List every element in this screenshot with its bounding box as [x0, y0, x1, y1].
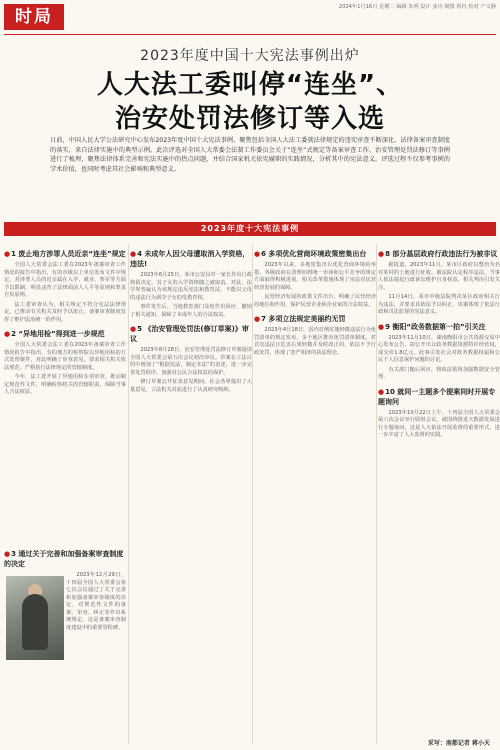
- article-number: 3: [11, 550, 16, 558]
- article-title: [4, 249, 126, 259]
- headline-line-2: 治安处罚法修订等入选: [114, 104, 385, 134]
- article-number: 1: [11, 250, 16, 258]
- article-title-text: 未成年人因父母遭取消入学资格，违法!: [130, 250, 250, 268]
- kicker: 2023年度中国十大宪法事例出炉: [140, 48, 360, 64]
- section-label: 时局: [4, 4, 64, 30]
- article-title: [378, 249, 500, 259]
- article-title-text: 就同一主题多个提案同时开展专题询问: [378, 387, 496, 406]
- article-title: [130, 324, 252, 344]
- article-number: 2: [11, 330, 16, 338]
- column-4: [378, 244, 500, 442]
- article-paragraph: 2023年6月25日，某市公安局对一家长作出行政拘留决定，其子女的入学资格随之被取消。对此，法学界普遍认为该规定违反宪法和教育法，不能以父母的违法行为剥夺子女的受教育权。: [130, 272, 252, 301]
- article-title-text: “异地用检”得到进一步规范: [18, 330, 105, 338]
- top-rule: [4, 34, 496, 35]
- article-paragraph: 全国人大常委会法工委在2023年备案审查工作情况报告中指出，有的地方的检察院以异地用检的方式处理案件，对此明确了审查意见，要求相关机关依法规范，严格执行法律规定的管辖制度。: [4, 342, 126, 371]
- article-paragraph: 2023年4月18日，国内首例实施轻微违法行为免罚清单的规定发布，多个地区推出免罚清单制度，对首次违法且危害后果轻微并及时改正的，依法不予行政处罚，体现了宽严相济的执法理念。: [254, 327, 376, 356]
- article-title-text: 《治安管理处罚法(修订草案)》审议: [130, 325, 249, 343]
- headline-line-1: 人大法工委叫停“连坐”、: [96, 70, 404, 100]
- article-paragraph: 2023年以来，多地密集出台优化营商环境的举措，各级政府在清理妨碍统一市场和公平竞争的规定方面取得积极进展，相关改革措施体现了宪法对民营经济发展的保障。: [254, 262, 376, 291]
- byline: 采写：南都记者 蒋小天: [427, 740, 490, 747]
- article: [4, 249, 126, 324]
- article-title: [130, 249, 252, 269]
- article-title: [254, 249, 376, 259]
- article-paragraph: 民营经济发展的政策文件出台，明确了民营经济的地位和作用，保护民营企业和企业家的合法权益。: [254, 294, 376, 308]
- column-divider: [376, 244, 377, 744]
- article-title: [4, 549, 126, 569]
- column-2: [130, 244, 252, 396]
- article-title: [4, 329, 126, 339]
- article-paragraph: 2023年8月28日，治安管理处罚法修订草案提请全国人大常委会第五次会议初次审议。草案在立法目的中增加了“根据宪法，制定本法”的表述，进一步完善处罚程序，加强对公民合法权益的保护。: [130, 347, 252, 376]
- article-paragraph: 事件发生后，当地教育部门及时作出回应，撤销了相关通知，保障了未成年人的合法权益。: [130, 304, 252, 318]
- article: [130, 249, 252, 319]
- article-title-text: 多项优化营商环境政策密集出台: [268, 250, 367, 258]
- article-paragraph: 2023年10月22日上午，十四届全国人大常委会第六次会议举行联组会议，就围绕推进大数据发展进行专题询问，这是人大依法开展监督的重要形式，进一步丰富了人大监督的实践。: [378, 409, 500, 438]
- issue-line: 2024年1月16日 星期二 编辑 朱明 设计 姜诗 制图 祝钰 校对 产文静: [338, 4, 496, 10]
- section-banner: 2023年度十大宪法事例: [4, 222, 496, 236]
- column-divider: [128, 244, 129, 744]
- article-number: 10: [385, 387, 395, 396]
- article-title: [254, 314, 376, 324]
- person-body-shape: [22, 594, 48, 650]
- bullet-icon: ●: [4, 330, 11, 338]
- bullet-icon: ●: [4, 550, 11, 558]
- article-title-text: 通过关于完善和加强备案审查制度的决定: [4, 550, 124, 568]
- article-number: 9: [385, 322, 390, 331]
- article-number: 6: [261, 250, 266, 258]
- article-title-text: 废止地方涉罪人员近亲“连坐”规定: [18, 250, 126, 258]
- article: [378, 387, 500, 440]
- article-number: 8: [385, 250, 390, 258]
- bullet-icon: ●: [378, 250, 385, 258]
- column-3: [254, 244, 376, 359]
- article-photo: [6, 576, 64, 660]
- article-paragraph: 据报道，2023年11月，某市区政府以整治为名对某村的土地进行征收，被法院认定程序违法，当事人依法提起行政诉讼维护自身权益，相关判决引发关注。: [378, 262, 500, 291]
- article: [378, 249, 500, 317]
- bullet-icon: ●: [130, 250, 137, 258]
- article-paragraph: 法工委审查认为，相关规定不符合宪法法律规定，已推动有关机关及时予以废止，备案审查制度发挥了维护法治统一的作用。: [4, 301, 126, 323]
- article-paragraph: 全国人大常委会法工委在2023年备案审查工作情况的报告中指出，有的市级以上单位发布文件中规定，对涉罪人员的近亲属在入学、就业、参军等方面予以限制，明显违背了法律面前人人平等原则和罪责自负原则。: [4, 262, 126, 298]
- article-paragraph: 有关部门随后回应，将依法依规加强数据安全管理。: [378, 366, 500, 380]
- bullet-icon: ●: [4, 250, 11, 258]
- article-paragraph: 2023年11月10日，湖南衡阳市公共资源交易中心发布公告，拟公开出让政务数据资源特许经营权，成交价1.8亿元。此事引发社会对政务数据权属和公民个人信息保护问题的讨论。: [378, 334, 500, 363]
- bullet-icon: ●: [254, 250, 261, 258]
- article-title: [378, 387, 500, 407]
- article: [254, 249, 376, 309]
- article-paragraph: 2023年12月29日，十四届全国人大常委会第七次会议通过了关于完善和加强备案审查制度的决定，对规范性文件的备案、审查、纠正等作出系统规定，这是备案审查制度建设中的重要里程碑。: [66, 572, 126, 631]
- article-number: 4: [137, 250, 142, 258]
- article: [130, 324, 252, 394]
- article-title: [378, 322, 500, 332]
- article-title-text: 部分基层政府行政违法行为被非议: [392, 250, 498, 258]
- bullet-icon: ●: [130, 325, 137, 333]
- article-title-text: 衡阳“政务数据第一拍”引关注: [392, 322, 486, 331]
- masthead: [0, 0, 500, 34]
- column-divider: [252, 244, 253, 744]
- article: [254, 314, 376, 357]
- article: [378, 322, 500, 382]
- article-paragraph: 11月14日，某市中级法院判决某区政府相关行为违法，并要求其依法予以纠正，该案体现了依法行政和司法监督的宪法意义。: [378, 294, 500, 315]
- article-paragraph: 今年，法工委开展了异地用检专项审查，推动制定规范性文件，明确检察机关的管辖职责，保障当事人合法权益。: [4, 374, 126, 395]
- bullet-icon: ●: [254, 315, 261, 323]
- bullet-icon: ●: [378, 322, 385, 331]
- lead-paragraph: 日前，中国人民大学公法研究中心发布2023年度中国十大宪法事例，聚焦包括全国人大法工委就法律规定的违宪审查不断深化、法律备案审查制度的落实，来自法律实施中的典型示例。此次评选对全国人大常委会法制工作委员会关于“连坐”式规定等备案审查工作、治安管理处罚法修订等事例进行了梳理，聚焦法律体系完善和宪法实施中的热点问题，并结合国家机关依宪履职的实践情况，分析其中的宪法意义。评选过程不仅参考事例的学术价值，也同时考虑其社会影响和典型意义。: [50, 137, 450, 173]
- article-title-text: 多项立法规定美丽约无罚: [268, 315, 346, 323]
- article: [4, 329, 126, 397]
- article-number: 5: [137, 325, 142, 333]
- article-number: 7: [261, 315, 266, 323]
- bullet-icon: ●: [378, 387, 385, 396]
- column-1: [4, 244, 126, 631]
- article-paragraph: 修订草案公开征求意见期间，社会各界提出了大量意见，立法机关对此进行了认真研究吸纳。: [130, 379, 252, 393]
